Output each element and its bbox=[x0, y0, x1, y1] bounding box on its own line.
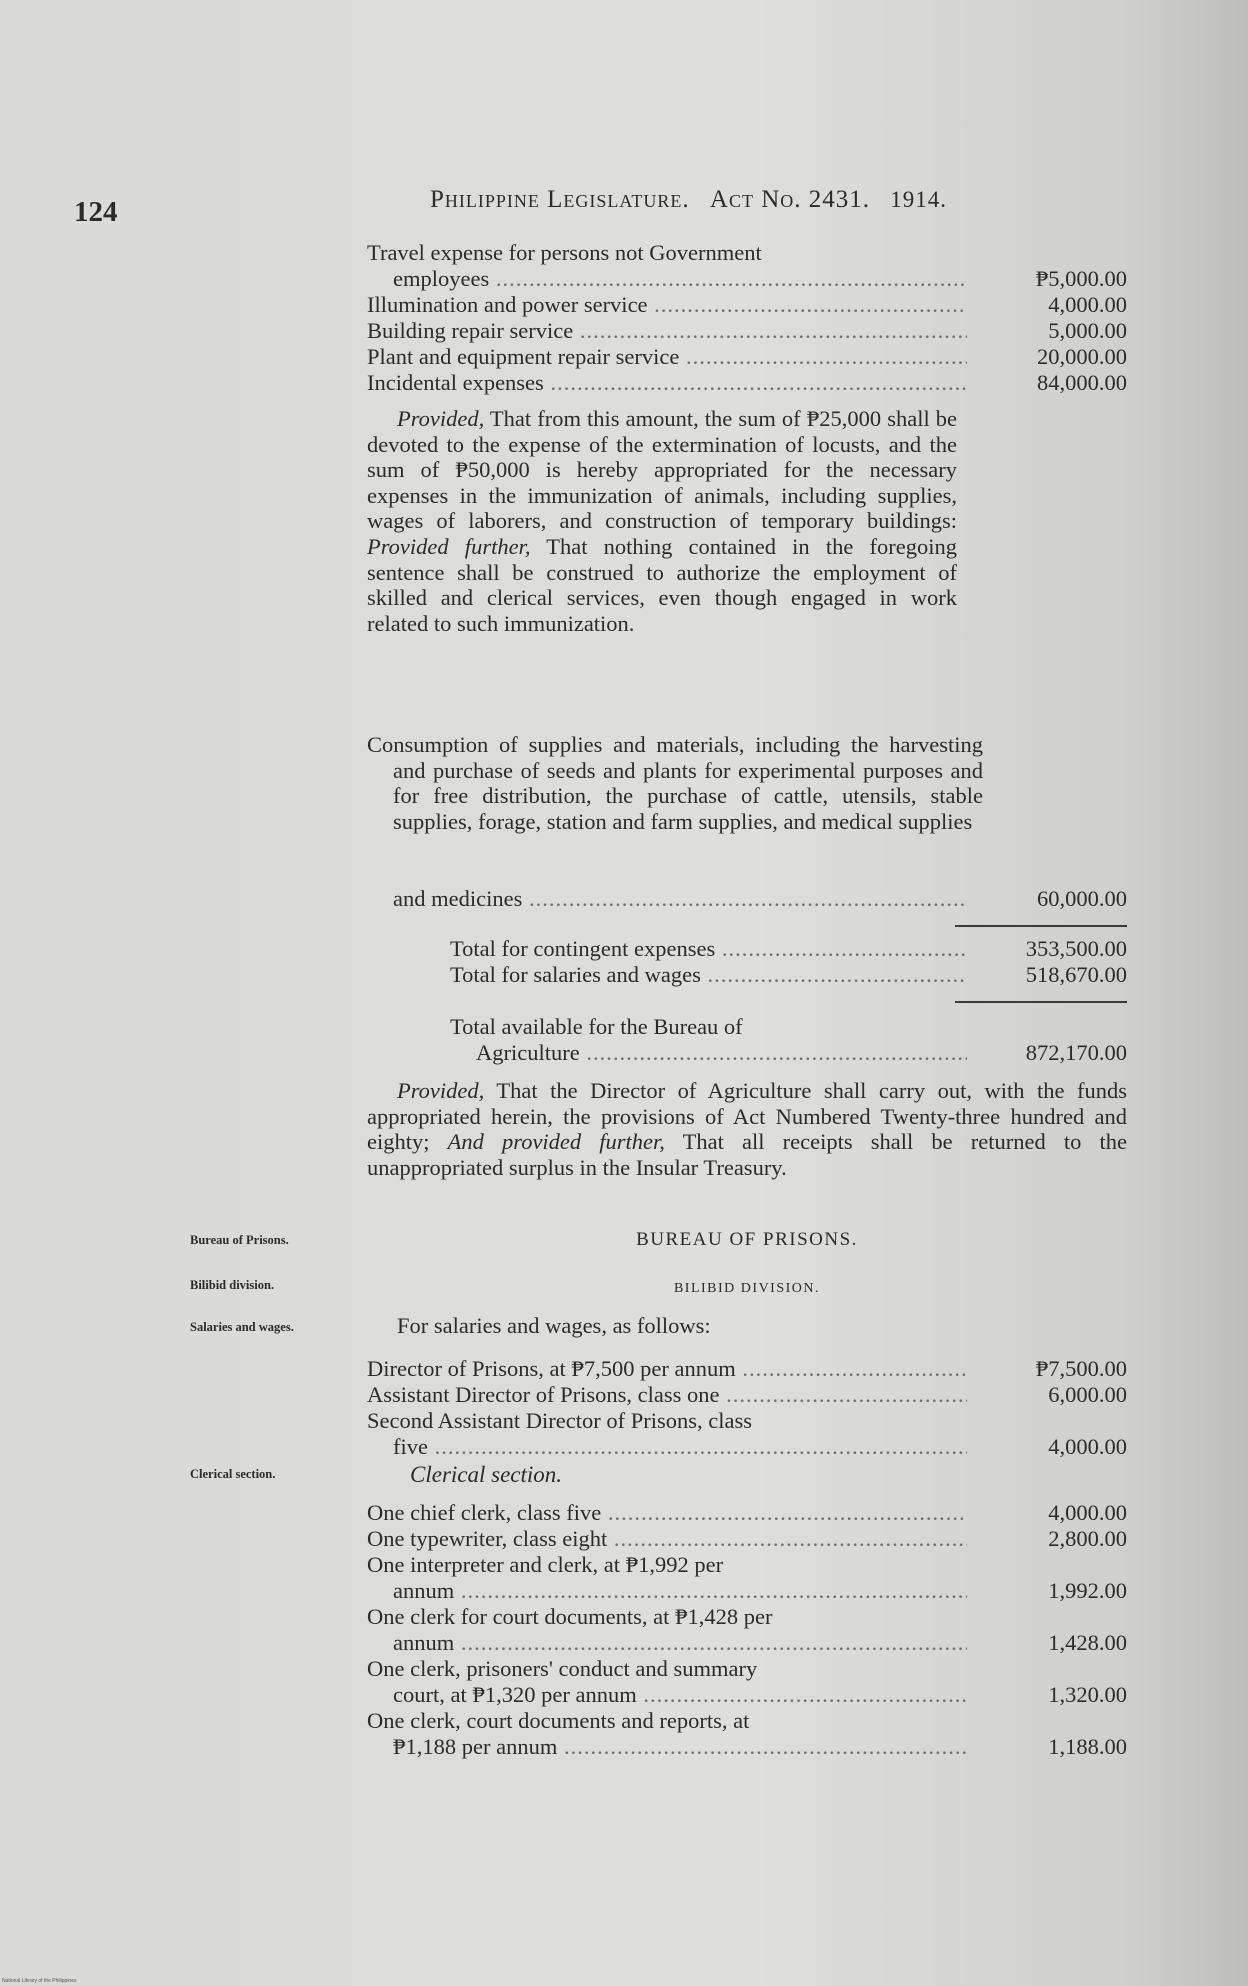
clerk-amount: 2,800.00 bbox=[1048, 1526, 1127, 1551]
clerk-court-documents-line1: One clerk for court documents, at ₱1,428 per bbox=[367, 1604, 773, 1629]
margin-note-bureau: Bureau of Prisons. bbox=[190, 1233, 289, 1247]
clerk-reports-line1: One clerk, court documents and reports, at bbox=[367, 1708, 750, 1733]
clerk-amount: 1,428.00 bbox=[1048, 1630, 1127, 1655]
total-salaries: Total for salaries and wages ..... 518,670.00 bbox=[450, 962, 1127, 988]
section-subheading: BILIBID DIVISION. bbox=[673, 1281, 821, 1296]
clerk-interpreter: annum ..... 1,992.00 bbox=[367, 1578, 1127, 1604]
clerk-typewriter: One typewriter, class eight ..... 2,800.00 bbox=[367, 1526, 1127, 1552]
running-head-act: Act No. 2431. bbox=[709, 186, 871, 213]
clerk-conduct: court, at ₱1,320 per annum ..... 1,320.00 bbox=[367, 1682, 1127, 1708]
official-director: Director of Prisons, at ₱7,500 per annum ..... ₱7,500.00 bbox=[367, 1356, 1127, 1382]
item-amount: 4,000.00 bbox=[1048, 292, 1127, 317]
margin-note-clerical: Clerical section. bbox=[190, 1467, 276, 1481]
consumption-amount: 60,000.00 bbox=[1037, 886, 1127, 911]
official-amount: 6,000.00 bbox=[1048, 1382, 1127, 1407]
item-building-repair: Building repair service ..... 5,000.00 bbox=[367, 318, 1127, 344]
clerk-interpreter-line1: One interpreter and clerk, at ₱1,992 per bbox=[367, 1552, 724, 1577]
running-head bbox=[430, 186, 947, 214]
scan-credit: National Library of the Philippines bbox=[2, 1978, 77, 1984]
section-heading: BUREAU OF PRISONS. bbox=[636, 1229, 858, 1250]
item-amount: ₱5,000.00 bbox=[1035, 266, 1127, 291]
running-head-year: 1914. bbox=[890, 187, 948, 212]
proviso-director: Provided, That the Director of Agriculture shall carry out, with the funds appropriated herein, the provisions of Act Numbered Twenty-three hundred and eighty; And provided further, That all receipts shall be returned to the unappropriated surplus in the Insular Treasury. bbox=[367, 1078, 1127, 1180]
total-amount: 353,500.00 bbox=[1025, 936, 1127, 961]
total-contingent: Total for contingent expenses ..... 353,500.00 bbox=[450, 936, 1127, 962]
page-number: 124 bbox=[74, 196, 118, 228]
clerk-amount: 1,992.00 bbox=[1048, 1578, 1127, 1603]
official-assistant: Assistant Director of Prisons, class one ..... 6,000.00 bbox=[367, 1382, 1127, 1408]
total-amount: 518,670.00 bbox=[1025, 962, 1127, 987]
prisons-intro: For salaries and wages, as follows: bbox=[397, 1313, 711, 1338]
clerk-amount: 1,320.00 bbox=[1048, 1682, 1127, 1707]
clerk-amount: 4,000.00 bbox=[1048, 1500, 1127, 1525]
item-amount: 5,000.00 bbox=[1048, 318, 1127, 343]
official-second-assistant-line1: Second Assistant Director of Prisons, class bbox=[367, 1408, 752, 1433]
official-second-assistant: five ..... 4,000.00 bbox=[367, 1434, 1127, 1460]
item-amount: 84,000.00 bbox=[1037, 370, 1127, 395]
sum-rule bbox=[955, 925, 1127, 927]
total-available-amount: 872,170.00 bbox=[1025, 1040, 1127, 1065]
official-amount: 4,000.00 bbox=[1048, 1434, 1127, 1459]
clerk-chief: One chief clerk, class five ..... 4,000.00 bbox=[367, 1500, 1127, 1526]
running-head-title: Philippine Legislature. bbox=[430, 186, 690, 213]
official-amount: ₱7,500.00 bbox=[1035, 1356, 1127, 1381]
item-illumination: Illumination and power service ..... 4,000.00 bbox=[367, 292, 1127, 318]
item-travel: employees ..... ₱5,000.00 bbox=[367, 266, 1127, 292]
sum-rule bbox=[955, 1001, 1127, 1003]
clerk-amount: 1,188.00 bbox=[1048, 1734, 1127, 1759]
clerk-reports: ₱1,188 per annum ..... 1,188.00 bbox=[367, 1734, 1127, 1760]
item-plant-repair: Plant and equipment repair service ..... 20,000.00 bbox=[367, 344, 1127, 370]
item-incidental: Incidental expenses ..... 84,000.00 bbox=[367, 370, 1127, 396]
clerical-section-title: Clerical section. bbox=[410, 1462, 563, 1487]
clerk-court-documents: annum ..... 1,428.00 bbox=[367, 1630, 1127, 1656]
consumption-text: Consumption of supplies and materials, including the harvesting and purchase of seeds and plants for experimental purposes and for free distribution, the purchase of cattle, utensils, stable supplies, forage, station and farm supplies, and medical supplies bbox=[367, 732, 983, 834]
item-travel-line1: Travel expense for persons not Government bbox=[367, 240, 762, 265]
item-amount: 20,000.00 bbox=[1037, 344, 1127, 369]
consumption-row: and medicines ..... 60,000.00 bbox=[367, 886, 1127, 912]
clerk-conduct-line1: One clerk, prisoners' conduct and summary bbox=[367, 1656, 758, 1681]
proviso-locusts: Provided, That from this amount, the sum of ₱25,000 shall be devoted to the expense of the extermination of locusts, and the sum of ₱50,000 is hereby appropriated for the necessary expenses in the immunization of animals, including supplies, wages of laborers, and construction of temporary buildings: Provided further, That nothing contained in the foregoing sentence shall be construed to authorize the employment of skilled and clerical services, even though engaged in work related to such immunization. bbox=[367, 406, 957, 636]
total-available-line1: Total available for the Bureau of bbox=[450, 1014, 743, 1039]
total-available: Agriculture ..... 872,170.00 bbox=[450, 1040, 1127, 1066]
margin-note-salaries: Salaries and wages. bbox=[190, 1320, 294, 1334]
margin-note-bilibid: Bilibid division. bbox=[190, 1278, 275, 1292]
